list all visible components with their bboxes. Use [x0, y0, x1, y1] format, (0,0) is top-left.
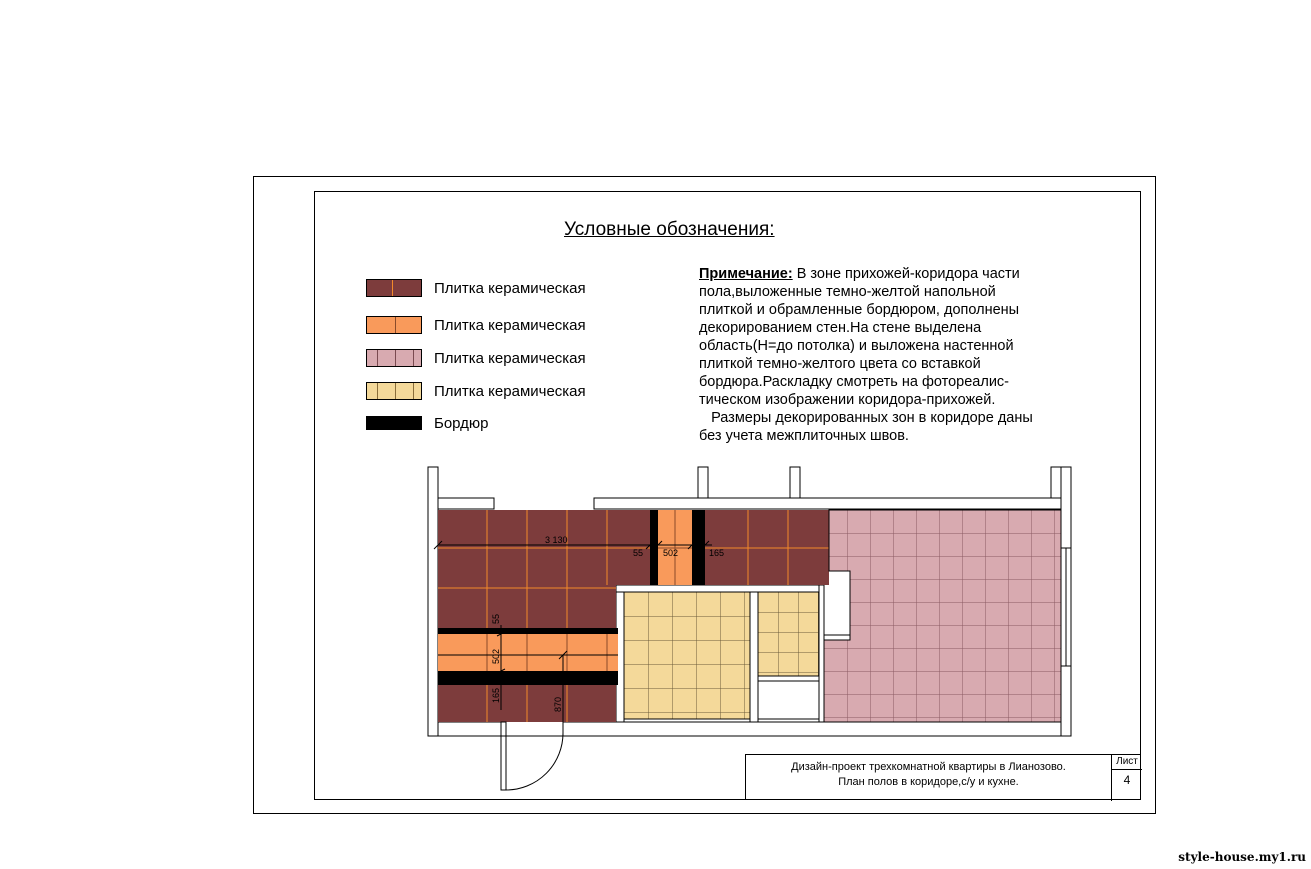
legend-label: Плитка керамическая — [434, 316, 586, 334]
note-line: область(Н=до потолка) и выложена настенной — [699, 338, 1014, 354]
legend-title: Условные обозначения: — [564, 219, 775, 240]
note-line: плиткой темно-желтого цвета со вставкой — [699, 356, 981, 372]
sheet-label: Лист — [1112, 755, 1142, 770]
legend-item-orange-tile — [366, 314, 586, 336]
legend-label: Плитка керамическая — [434, 349, 586, 367]
entrance-door — [501, 722, 563, 790]
dim-165-top: 165 — [709, 548, 725, 558]
toilet-floor — [758, 592, 819, 676]
kitchen-floor — [824, 510, 1061, 722]
bathroom-floor — [624, 592, 750, 719]
dim-870: 870 — [553, 696, 563, 712]
niche — [758, 681, 819, 719]
note-line: бордюра.Раскладку смотреть на фотореалис- — [699, 374, 1010, 390]
title-block-text — [746, 760, 1111, 790]
sheet-number-cell — [1111, 755, 1142, 801]
note-line: тическом изображении коридора-прихожей. — [699, 392, 996, 408]
note-block — [699, 265, 1079, 445]
floor-plan — [420, 462, 1080, 802]
dim-502-left: 502 — [491, 648, 501, 664]
legend-label: Плитка керамическая — [434, 279, 586, 297]
dim-55-left: 55 — [491, 613, 501, 624]
legend-item-yellow-tile — [366, 380, 586, 402]
note-line: пола,выложенные темно-желтой напольной — [699, 284, 996, 300]
legend-label: Бордюр — [434, 414, 489, 432]
note-label: Примечание: — [699, 266, 793, 282]
legend-swatch-dark-brown — [366, 279, 422, 297]
note-line: без учета межплиточных швов. — [699, 428, 909, 444]
decor-zone-left — [438, 628, 618, 685]
dim-3130: 3 130 — [545, 535, 568, 545]
legend-label: Плитка керамическая — [434, 382, 586, 400]
note-line: плиткой и обрамленные бордюром, дополнены — [699, 302, 1020, 318]
dim-502-top: 502 — [663, 548, 679, 558]
sheet-number: 4 — [1123, 773, 1131, 787]
legend-swatch-border — [366, 416, 422, 430]
title-block — [745, 754, 1141, 800]
dim-165-left: 165 — [491, 687, 501, 703]
note-line: декорированием стен.На стене выделена — [699, 320, 982, 336]
legend-swatch-pink — [366, 349, 422, 367]
title-line-1: Дизайн-проект трехкомнатной квартиры в Лианозово. — [791, 761, 1066, 773]
title-line-2: План полов в коридоре,с/у и кухне. — [838, 776, 1019, 788]
note-line: В зоне прихожей-коридора части — [792, 266, 1020, 282]
note-line: Размеры декорированных зон в коридоре даны — [699, 410, 1033, 426]
legend-item-border — [366, 412, 489, 434]
dim-55-top: 55 — [633, 548, 644, 558]
watermark: style-house.my1.ru — [1178, 850, 1306, 864]
legend-swatch-orange — [366, 316, 422, 334]
legend-item-pink-tile — [366, 347, 586, 369]
legend-item-dark-brown-tile — [366, 277, 586, 299]
legend-swatch-yellow — [366, 382, 422, 400]
window — [1061, 548, 1071, 666]
note-line-first — [699, 265, 1079, 283]
